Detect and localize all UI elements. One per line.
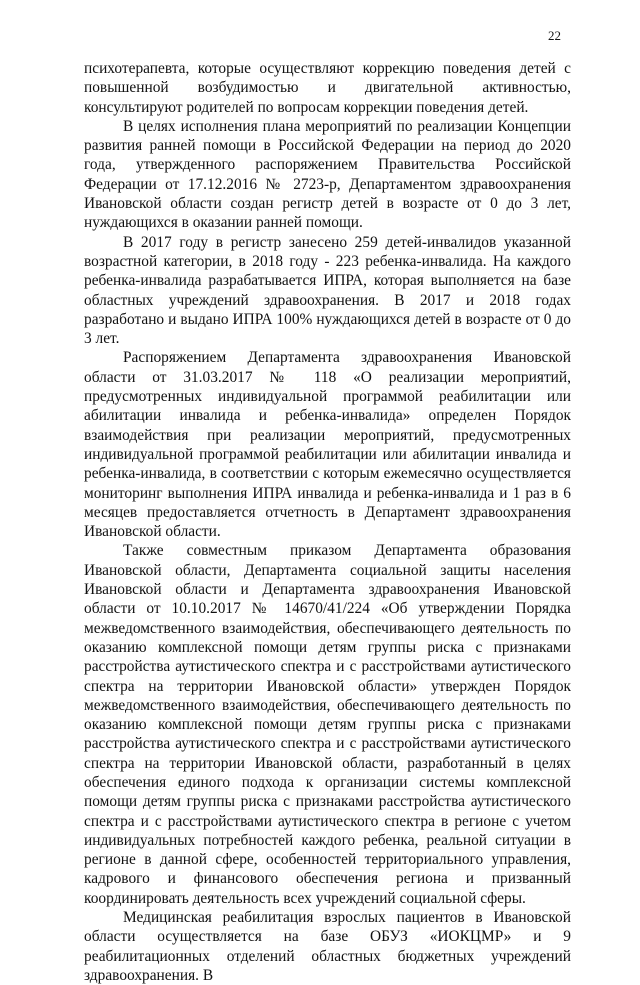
document-body [84, 59, 571, 985]
paragraph-register-statistics: В 2017 году в регистр занесено 259 детей-инвалидов указанной возрастной категории, в 2018 году - 223 ребенка-инвалида. На каждого ребенка-инвалида разрабатывается ИПРА, которая выполняется на базе областных учреждений здравоохранения. В 2017 и 2018 годах разработано и выдано ИПРА 100% нуждающихся детей в возрасте от 0 до 3 лет. [84, 233, 571, 348]
paragraph-joint-order-autism: Также совместным приказом Департамента образования Ивановской области, Департамента социальной защиты населения Ивановской области и Департамента здравоохранения Ивановской области от 10.10.2017 № 14670/41/224 «Об утверждении Порядка межведомственного взаимодействия, обеспечивающего деятельность по оказанию комплексной помощи детям группы риска с признаками расстройства аутистического спектра и с расстройствами аутистического спектра на территории Ивановской области» утвержден Порядок межведомственного взаимодействия, обеспечивающего деятельность по оказанию комплексной помощи детям группы риска с признаками расстройства аутистического спектра и с расстройствами аутистического спектра на территории Ивановской области, разработанный в целях обеспечения единого подхода к организации системы комплексной помощи детям группы риска с признаками расстройства аутистического спектра и с расстройствами аутистического спектра в регионе с учетом индивидуальных потребностей каждого ребенка, реальной ситуации в регионе в данной сфере, особенностей территориального управления, кадрового и финансового обеспечения региона и призванный координировать деятельность всех учреждений социальной сферы. [84, 542, 571, 907]
paragraph-continuation: психотерапевта, которые осуществляют коррекцию поведения детей с повышенной возбудимостью и двигательной активностью, консультируют родителей по вопросам коррекции поведения детей. [84, 60, 571, 116]
paragraph-early-help-register: В целях исполнения плана мероприятий по реализации Концепции развития ранней помощи в Российской Федерации на период до 2020 года, утвержденного распоряжением Правительства Российской Федерации от 17.12.2016 № 2723-р, Департаментом здравоохранения Ивановской области создан регистр детей в возрасте от 0 до 3 лет, нуждающихся в оказании ранней помощи. [84, 117, 571, 232]
paragraph-medical-rehabilitation: Медицинская реабилитация взрослых пациентов в Ивановской области осуществляется на базе ОБУЗ «ИОКЦМР» и 9 реабилитационных отделений областных бюджетных учреждений здравоохранения. В [84, 909, 571, 984]
page-number: 22 [548, 28, 561, 43]
paragraph-order-118: Распоряжением Департамента здравоохранения Ивановской области от 31.03.2017 № 118 «О реализации мероприятий, предусмотренных индивидуальной программой реабилитации или абилитации инвалида и ребенка-инвалида» определен Порядок взаимодействия при реализации мероприятий, предусмотренных индивидуальной программой реабилитации или абилитации инвалида и ребенка-инвалида, в соответствии с которым ежемесячно осуществляется мониторинг выполнения ИПРА инвалида и ребенка-инвалида и 1 раз в 6 месяцев предоставляется отчетность в Департамент здравоохранения Ивановской области. [84, 349, 571, 541]
